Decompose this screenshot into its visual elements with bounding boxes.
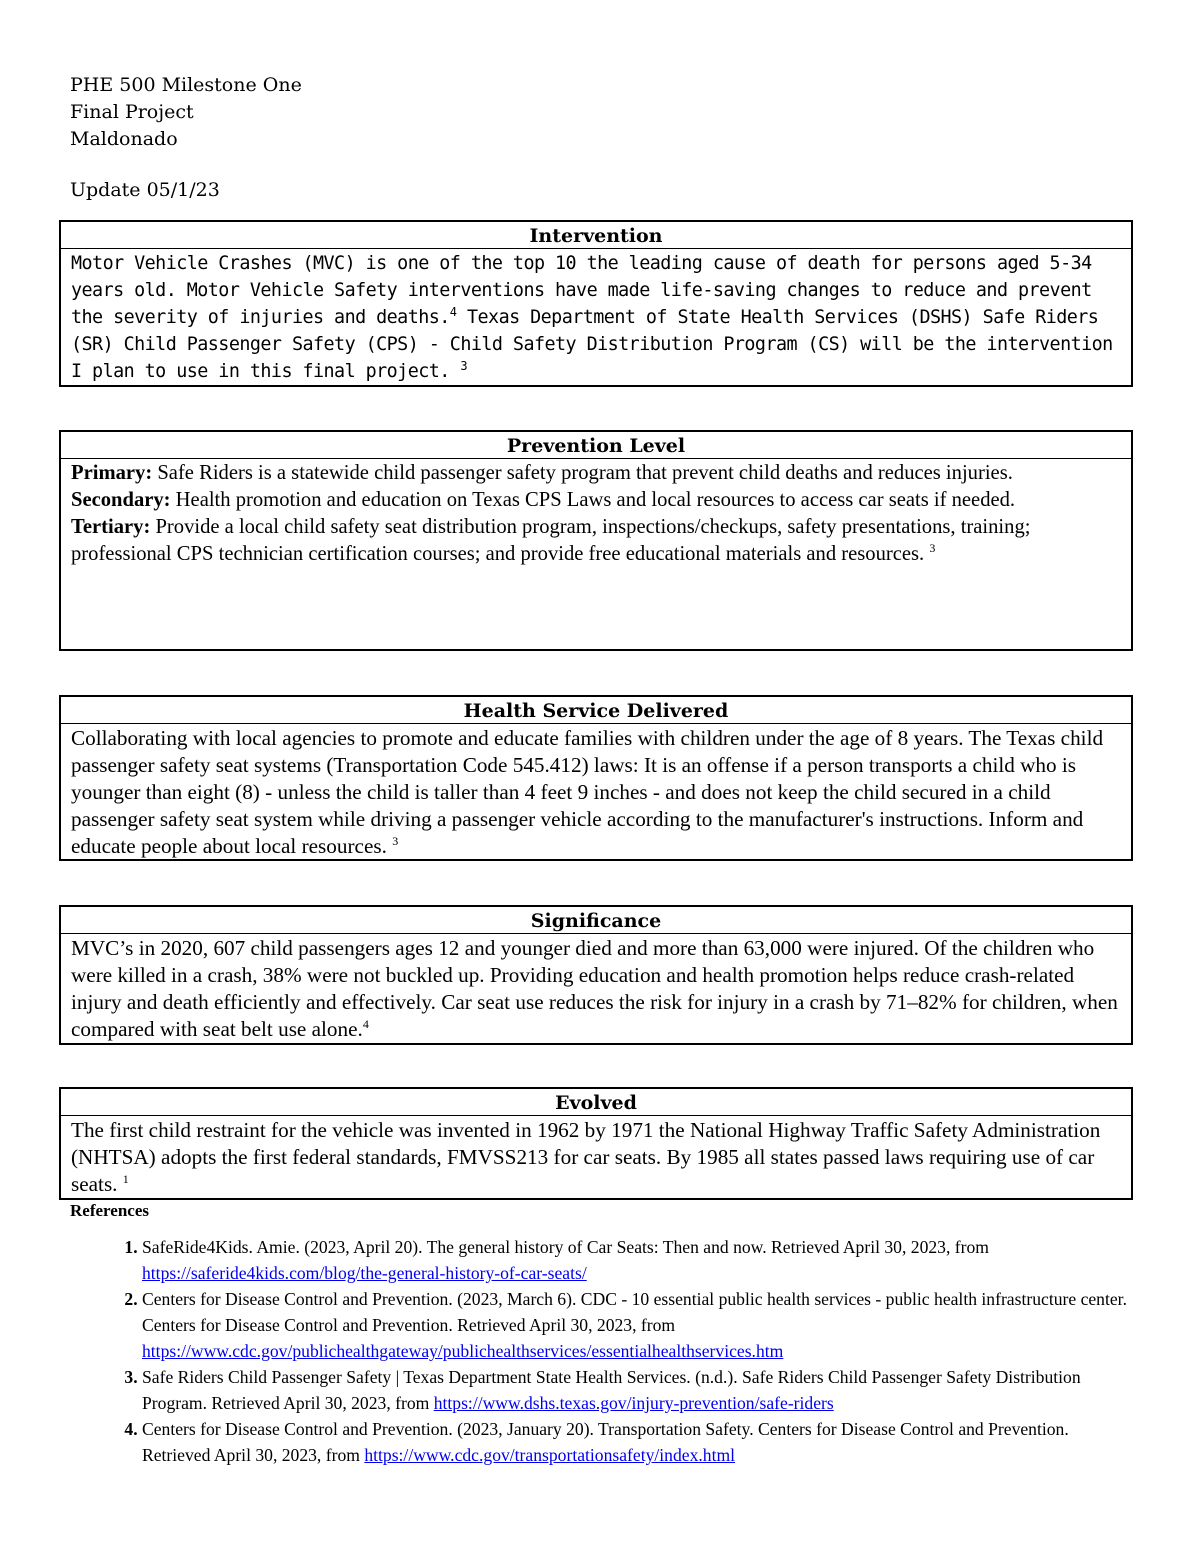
footnote-ref: 1 xyxy=(122,1171,129,1186)
author-line: Maldonado xyxy=(70,128,178,150)
reference-link[interactable]: https://www.dshs.texas.gov/injury-prevention/safe-riders xyxy=(433,1393,834,1413)
prevention-body xyxy=(61,459,1131,568)
primary-paragraph xyxy=(71,460,1121,487)
tertiary-paragraph xyxy=(71,514,1121,568)
reference-link[interactable]: https://saferide4kids.com/blog/the-general-history-of-car-seats/ xyxy=(142,1263,587,1283)
prevention-title: Prevention Level xyxy=(61,432,1131,459)
significance-title: Significance xyxy=(61,907,1131,934)
update-date: Update 05/1/23 xyxy=(70,179,220,201)
evolved-body xyxy=(61,1116,1131,1198)
footnote-ref: 3 xyxy=(460,358,468,373)
reference-link[interactable]: https://www.cdc.gov/transportationsafety/index.html xyxy=(364,1445,736,1465)
primary-label: Primary: xyxy=(71,462,153,484)
evolved-text: The first child restraint for the vehicle was invented in 1962 by 1971 the National Highway Traffic Safety Administration (NHTSA) adopts the first federal standards, FMVSS213 for car seats. By 1985 all states passed laws requiring use of car seats. xyxy=(71,1118,1101,1196)
health-service-title: Health Service Delivered xyxy=(61,697,1131,724)
course-line: PHE 500 Milestone One xyxy=(70,74,302,96)
document-header xyxy=(70,72,302,204)
reference-text: Safe Riders Child Passenger Safety | Texas Department State Health Services. (n.d.). Safe Riders Child Passenger Safety Distribution Program. Retrieved April 30, 2023, from xyxy=(142,1367,1081,1413)
references-title: References xyxy=(70,1201,149,1220)
project-line: Final Project xyxy=(70,101,194,123)
footnote-ref: 4 xyxy=(362,1016,369,1031)
primary-text: Safe Riders is a statewide child passenger safety program that prevent child deaths and reduces injuries. xyxy=(152,462,1013,484)
reference-text: SafeRide4Kids. Amie. (2023, April 20). The general history of Car Seats: Then and now. Retrieved April 30, 2023, from xyxy=(142,1237,989,1257)
references-section xyxy=(70,1200,1130,1468)
secondary-text: Health promotion and education on Texas CPS Laws and local resources to access car seats if needed. xyxy=(170,489,1016,511)
reference-text: Centers for Disease Control and Prevention. (2023, March 6). CDC - 10 essential public health services - public health infrastructure center. Centers for Disease Control and Prevention. Retrieved April 30, 2023, from xyxy=(142,1289,1127,1335)
health-service-body xyxy=(61,724,1131,860)
significance-table xyxy=(59,905,1133,1045)
reference-item xyxy=(142,1286,1130,1364)
intervention-text-a: Motor Vehicle Crashes (MVC) is one of the top 10 the leading cause of death for persons aged 5-34 years old. Motor Vehicle Safety interventions have made life-saving changes to reduce and prevent the severity of injuries and deaths. xyxy=(71,253,1092,328)
footnote-ref: 3 xyxy=(929,541,936,556)
tertiary-text: Provide a local child safety seat distribution program, inspections/checkups, safety presentations, training; professional CPS technician certification courses; and provide free educational materials and resources. xyxy=(71,516,1031,565)
reference-text: Centers for Disease Control and Prevention. (2023, January 20). Transportation Safety. Centers for Disease Control and Prevention. Retrieved April 30, 2023, from xyxy=(142,1419,1069,1465)
reference-link[interactable]: https://www.cdc.gov/publichealthgateway/publichealthservices/essentialhealthservices.htm xyxy=(142,1341,784,1361)
intervention-table xyxy=(59,220,1133,387)
evolved-title: Evolved xyxy=(61,1089,1131,1116)
evolved-table xyxy=(59,1087,1133,1200)
intervention-text-b: Texas Department of State Health Services (DSHS) Safe Riders (SR) Child Passenger Safety (CPS) - Child Safety Distribution Program (CS) will be the intervention I plan to use in this final project. xyxy=(71,307,1113,382)
reference-item xyxy=(142,1416,1130,1468)
health-service-text: Collaborating with local agencies to promote and educate families with children under the age of 8 years. The Texas child passenger safety seat systems (Transportation Code 545.412) laws: It is an offense if a person transports a child who is younger than eight (8) - unless the child is taller than 4 feet 9 inches - and does not keep the child secured in a child passenger safety seat system while driving a passenger vehicle according to the manufacturer's instructions. Inform and educate people about local resources. xyxy=(71,726,1104,858)
health-service-table xyxy=(59,695,1133,861)
reference-item xyxy=(142,1364,1130,1416)
significance-text: MVC’s in 2020, 607 child passengers ages 12 and younger died and more than 63,000 were injured. Of the children who were killed in a crash, 38% were not buckled up. Providing education and health promotion helps reduce crash-related injury and death efficiently and effectively. Car seat use reduces the risk for injury in a crash by 71–82% for children, when compared with seat belt use alone. xyxy=(71,936,1118,1041)
intervention-body xyxy=(61,249,1131,385)
secondary-label: Secondary: xyxy=(71,489,171,511)
secondary-paragraph xyxy=(71,487,1121,514)
tertiary-label: Tertiary: xyxy=(71,516,151,538)
references-list xyxy=(70,1234,1130,1468)
significance-body xyxy=(61,934,1131,1043)
reference-item xyxy=(142,1234,1130,1286)
footnote-ref: 3 xyxy=(392,833,399,848)
intervention-title: Intervention xyxy=(61,222,1131,249)
prevention-level-table xyxy=(59,430,1133,651)
footnote-ref: 4 xyxy=(449,304,457,319)
